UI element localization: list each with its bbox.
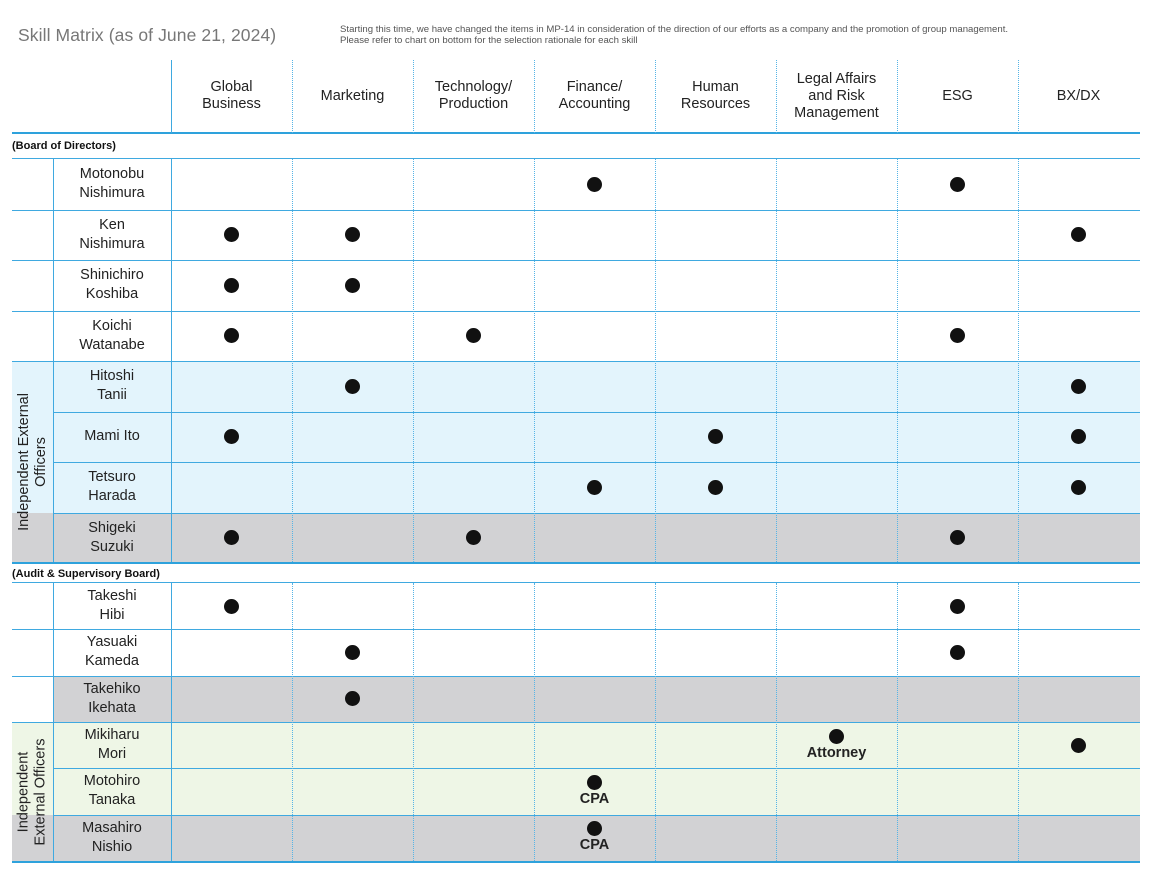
- qualification-label: CPA: [579, 837, 610, 854]
- column-divider: [413, 583, 414, 861]
- row-divider: [12, 132, 1140, 134]
- skill-header: Legal Affairs and Risk Management: [794, 70, 879, 121]
- skill-cell: [1018, 361, 1139, 412]
- column-divider: [292, 159, 293, 562]
- skill-cell: [171, 513, 292, 564]
- skill-header: Human Resources: [680, 79, 751, 112]
- skill-dot-icon: [345, 691, 360, 706]
- section-label-board: (Board of Directors): [12, 140, 116, 152]
- member-name: Takehiko Ikehata: [83, 680, 141, 716]
- skill-cell: [897, 629, 1018, 675]
- skill-cell: [292, 676, 413, 722]
- member-name: Mikiharu Mori: [84, 727, 140, 763]
- group-label-board-external: Independent External Officers: [15, 393, 49, 531]
- skill-dot-icon: [950, 177, 965, 192]
- skill-dot-icon: [224, 227, 239, 242]
- note-line: Please refer to chart on bottom for the selection rationale for each skill: [340, 35, 638, 46]
- skill-cell: [292, 629, 413, 675]
- skill-dot-icon: [587, 480, 602, 495]
- row-divider: [53, 462, 1140, 463]
- skill-dot-icon: [1071, 379, 1086, 394]
- skill-dot-icon: [587, 177, 602, 192]
- column-divider: [655, 159, 656, 562]
- member-name: Motonobu Nishimura: [79, 166, 145, 202]
- member-name: Masahiro Nishio: [82, 819, 142, 855]
- skill-header: ESG: [942, 87, 973, 104]
- skill-header: Global Business: [202, 79, 261, 112]
- member-name: Shinichiro Koshiba: [80, 267, 144, 303]
- column-divider: [776, 60, 777, 133]
- row-divider: [12, 629, 1140, 630]
- member-name: Hitoshi Tanii: [89, 368, 135, 404]
- column-divider: [171, 60, 172, 133]
- skill-cell: [171, 412, 292, 463]
- table-row: [12, 722, 1140, 768]
- column-divider: [1018, 60, 1019, 133]
- skill-cell: [171, 260, 292, 311]
- column-divider: [897, 159, 898, 562]
- skill-cell: [1018, 210, 1139, 261]
- skill-dot-icon: [950, 530, 965, 545]
- member-name: Takeshi Hibi: [87, 588, 137, 624]
- row-divider: [53, 768, 1140, 769]
- column-divider: [776, 583, 777, 861]
- skill-cell: [1018, 462, 1139, 513]
- column-divider: [897, 583, 898, 861]
- member-name: Mami Ito: [84, 428, 140, 445]
- row-divider: [12, 861, 1140, 863]
- column-divider: [53, 583, 54, 861]
- row-divider: [12, 361, 1140, 362]
- skill-cell: [292, 260, 413, 311]
- column-divider: [655, 583, 656, 861]
- column-divider: [413, 60, 414, 133]
- column-divider: [292, 583, 293, 861]
- skill-dot-icon: [224, 328, 239, 343]
- section-label-audit: (Audit & Supervisory Board): [12, 568, 160, 580]
- group-label-audit-external: Independent External Officers: [15, 738, 49, 845]
- row-divider: [12, 562, 1140, 564]
- skill-dot-icon: [708, 480, 723, 495]
- skill-cell: [776, 722, 897, 768]
- member-name: Motohiro Tanaka: [83, 773, 141, 809]
- skill-cell: [897, 583, 1018, 629]
- skill-dot-icon: [345, 645, 360, 660]
- column-divider: [655, 60, 656, 133]
- column-divider: [171, 583, 172, 861]
- skill-dot-icon: [224, 429, 239, 444]
- skill-header: Marketing: [320, 87, 385, 104]
- skill-cell: [897, 311, 1018, 362]
- skill-cell: [534, 462, 655, 513]
- row-divider: [12, 722, 1140, 723]
- skill-cell: [655, 462, 776, 513]
- skill-dot-icon: [950, 599, 965, 614]
- column-divider: [897, 60, 898, 133]
- column-divider: [171, 159, 172, 562]
- member-name: Yasuaki Kameda: [84, 634, 139, 670]
- row-divider: [53, 815, 1140, 816]
- row-divider: [12, 158, 1140, 159]
- skill-dot-icon: [950, 645, 965, 660]
- column-divider: [1018, 583, 1019, 861]
- skill-cell: [292, 210, 413, 261]
- member-name: Ken Nishimura: [79, 216, 145, 252]
- skill-dot-icon: [224, 530, 239, 545]
- skill-cell: [413, 513, 534, 564]
- skill-cell: [292, 361, 413, 412]
- skill-dot-icon: [829, 729, 844, 744]
- skill-header: BX/DX: [1056, 87, 1101, 104]
- skill-cell: [1018, 722, 1139, 768]
- row-divider: [12, 210, 1140, 211]
- column-divider: [534, 583, 535, 861]
- member-name: Tetsuro Harada: [88, 469, 136, 505]
- column-divider: [413, 159, 414, 562]
- skill-dot-icon: [587, 775, 602, 790]
- qualification-label: CPA: [579, 790, 610, 807]
- skill-dot-icon: [345, 278, 360, 293]
- skill-dot-icon: [224, 599, 239, 614]
- skill-dot-icon: [1071, 227, 1086, 242]
- skill-dot-icon: [1071, 738, 1086, 753]
- column-divider: [292, 60, 293, 133]
- page-title: Skill Matrix (as of June 21, 2024): [18, 25, 277, 45]
- column-divider: [534, 159, 535, 562]
- skill-cell: [534, 159, 655, 210]
- row-divider: [12, 582, 1140, 583]
- skill-cell: [171, 583, 292, 629]
- row-divider: [53, 412, 1140, 413]
- skill-dot-icon: [466, 328, 481, 343]
- column-divider: [1018, 159, 1019, 562]
- column-divider: [53, 159, 54, 562]
- skill-cell: [655, 412, 776, 463]
- column-divider: [776, 159, 777, 562]
- skill-cell: [897, 513, 1018, 564]
- skill-dot-icon: [587, 821, 602, 836]
- row-divider: [53, 513, 1140, 514]
- row-divider: [12, 676, 1140, 677]
- row-divider: [12, 311, 1140, 312]
- skill-header: Finance/ Accounting: [558, 79, 631, 112]
- member-name: Koichi Watanabe: [79, 317, 145, 353]
- table-row: [12, 361, 1140, 412]
- skill-dot-icon: [345, 379, 360, 394]
- skill-cell: [171, 210, 292, 261]
- skill-dot-icon: [1071, 429, 1086, 444]
- skill-dot-icon: [466, 530, 481, 545]
- skill-dot-icon: [224, 278, 239, 293]
- skill-cell: [534, 768, 655, 814]
- qualification-label: Attorney: [806, 744, 867, 761]
- table-row: [53, 676, 1140, 722]
- skill-cell: [897, 159, 1018, 210]
- column-divider: [534, 60, 535, 133]
- skill-dot-icon: [345, 227, 360, 242]
- skill-cell: [413, 311, 534, 362]
- skill-cell: [171, 311, 292, 362]
- skill-header: Technology/ Production: [434, 79, 513, 112]
- skill-cell: [534, 815, 655, 861]
- skill-dot-icon: [1071, 480, 1086, 495]
- skill-dot-icon: [708, 429, 723, 444]
- member-name: Shigeki Suzuki: [88, 519, 136, 555]
- row-divider: [12, 260, 1140, 261]
- skill-dot-icon: [950, 328, 965, 343]
- note-line: Starting this time, we have changed the items in MP-14 in consideration of the direction of our efforts as a company and the promotion of group management.: [340, 24, 1009, 35]
- skill-cell: [1018, 412, 1139, 463]
